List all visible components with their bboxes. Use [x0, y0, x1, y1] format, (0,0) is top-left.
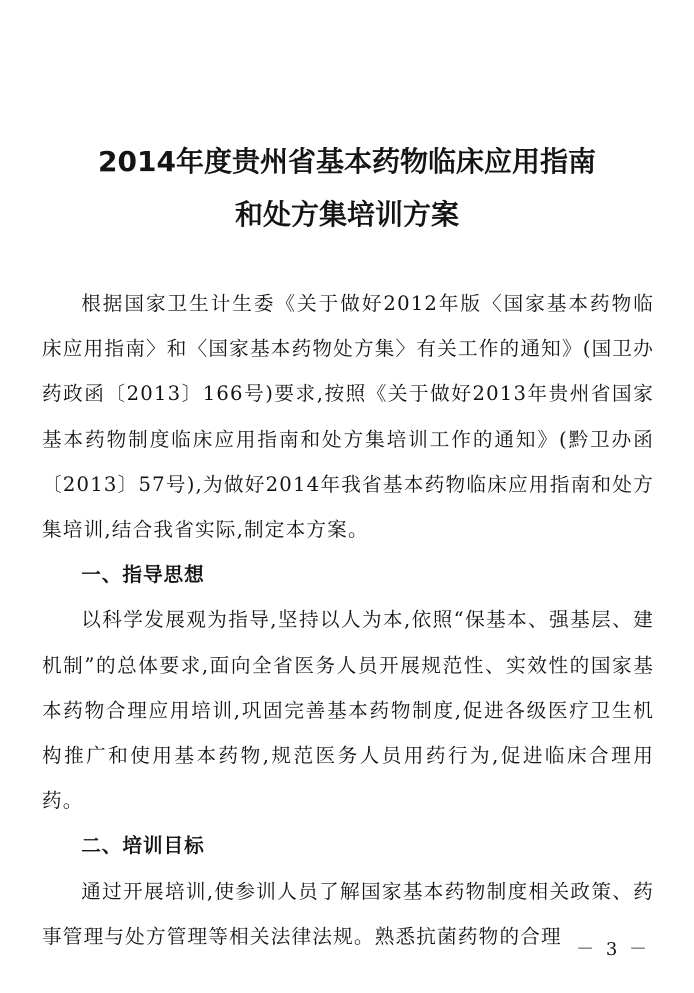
intro-paragraph: 根据国家卫生计生委《关于做好2012年版〈国家基本药物临床应用指南〉和〈国家基本药物处方集〉有关工作的通知》(国卫办药政函〔2013〕166号)要求,按照《关于做好2013年贵州省国家基本药物制度临床应用指南和处方集培训工作的通知》(黔卫办函〔2013〕57号),为做好2014年我省基本药物临床应用指南和处方集培训,结合我省实际,制定本方案。 [42, 292, 654, 542]
section-heading-training-goals: 二、培训目标 [81, 834, 205, 858]
section-heading-guiding-thought: 一、指导思想 [81, 563, 205, 587]
document-title-line2: 和处方集培训方案 [234, 198, 459, 231]
document-title-line1: 2014年度贵州省基本药物临床应用指南 [98, 145, 596, 178]
training-goals-paragraph: 通过开展培训,使参训人员了解国家基本药物制度相关政策、药事管理与处方管理等相关法律法规。熟悉抗菌药物的合理 [42, 879, 654, 948]
document-body [42, 281, 654, 959]
page-number: － 3 － [576, 939, 650, 960]
guiding-thought-paragraph: 以科学发展观为指导,坚持以人为本,依照“保基本、强基层、建机制”的总体要求,面向全省医务人员开展规范性、实效性的国家基本药物合理应用培训,巩固完善基本药物制度,促进各级医疗卫生机构推广和使用基本药物,规范医务人员用药行为,促进临床合理用药。 [42, 608, 654, 813]
